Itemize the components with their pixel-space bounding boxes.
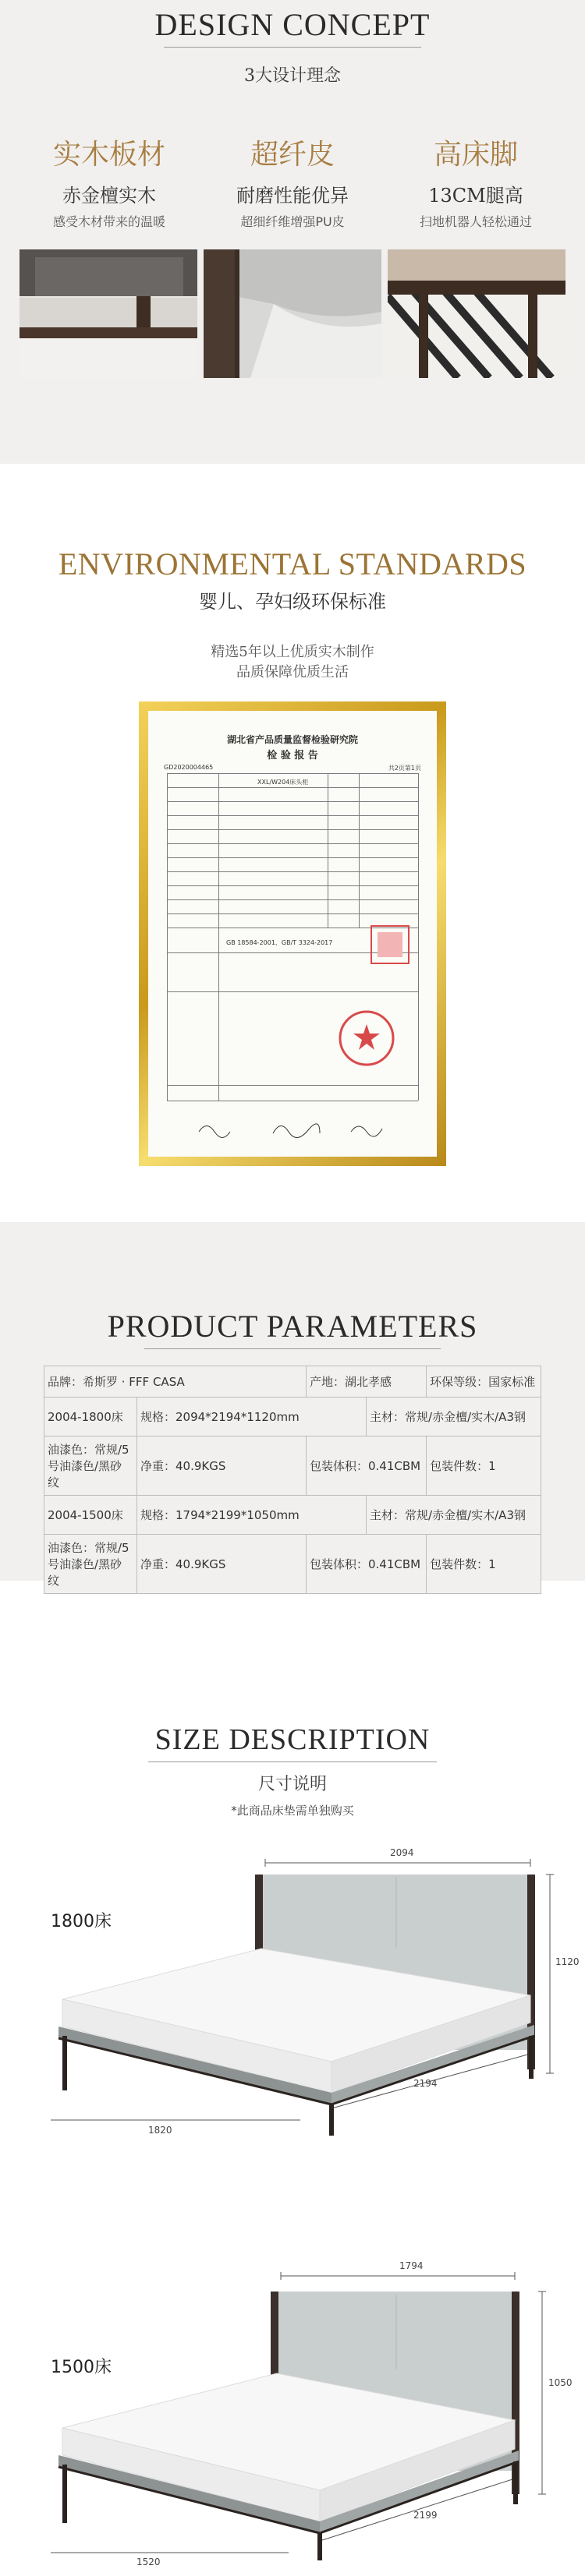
environment-title: ENVIRONMENTAL STANDARDS bbox=[58, 546, 527, 581]
bed-1800-height: 1120 bbox=[555, 1956, 580, 1967]
bed-1800-width: 2094 bbox=[390, 1847, 414, 1858]
standard-cell: 环保等级：国家标准 bbox=[427, 1366, 541, 1398]
bed-1800-depth: 2194 bbox=[413, 2078, 438, 2089]
certificate-frame bbox=[139, 701, 446, 1166]
feature-highlight: 13CM腿高 bbox=[428, 185, 523, 207]
weight-cell: 净重：40.9KGS bbox=[137, 1436, 307, 1496]
model-cell: 2004-1800床 bbox=[44, 1398, 137, 1436]
bed-1500-depth: 2199 bbox=[413, 2510, 438, 2521]
design-title: DESIGN CONCEPT bbox=[154, 7, 431, 42]
title-divider bbox=[164, 47, 421, 48]
parameters-table bbox=[44, 1366, 541, 1594]
volume-cell: 包装体积：0.41CBM bbox=[306, 1535, 426, 1594]
inspection-certificate bbox=[148, 711, 437, 1157]
size-title: SIZE DESCRIPTION bbox=[154, 1723, 431, 1756]
feature-legs bbox=[398, 133, 554, 230]
cert-standard: GB 18584-2001、GB/T 3324-2017 bbox=[226, 939, 333, 946]
feature-title: 超纤皮 bbox=[250, 139, 335, 171]
size-cell: 规格：2094*2194*1120mm bbox=[137, 1398, 367, 1436]
feature-highlight: 耐磨性能优异 bbox=[236, 185, 349, 207]
cert-report-title: 检 验 报 告 bbox=[267, 750, 318, 761]
params-title: PRODUCT PARAMETERS bbox=[107, 1309, 478, 1344]
paint-cell: 油漆色：常规/5号油漆色/黑砂纹 bbox=[44, 1535, 137, 1594]
feature-desc: 感受木材带来的温暖 bbox=[52, 214, 165, 229]
design-subtitle: 3大设计理念 bbox=[244, 66, 341, 86]
spacer bbox=[0, 464, 585, 472]
cert-number: GD2020004465 bbox=[164, 764, 214, 771]
leather-headboard-photo bbox=[204, 249, 381, 378]
bed-1500-height: 1050 bbox=[548, 2377, 573, 2388]
weight-cell: 净重：40.9KGS bbox=[137, 1535, 307, 1594]
official-seal-icon bbox=[335, 1007, 398, 1069]
title-divider bbox=[144, 1348, 441, 1349]
bed-1500-label: 1500床 bbox=[51, 2358, 112, 2377]
material-cell: 主材：常规/赤金檀/实木/A3钢 bbox=[367, 1398, 541, 1436]
bed-leg-photo bbox=[388, 249, 566, 378]
pieces-cell: 包装件数：1 bbox=[427, 1436, 541, 1496]
feature-title: 实木板材 bbox=[52, 139, 165, 171]
size-subtitle: 尺寸说明 bbox=[257, 1775, 327, 1794]
feature-desc: 超细纤维增强PU皮 bbox=[240, 214, 345, 229]
signatures bbox=[195, 1116, 398, 1140]
pieces-cell: 包装件数：1 bbox=[427, 1535, 541, 1594]
bed-1800-label: 1800床 bbox=[51, 1912, 112, 1931]
feature-desc: 扫地机器人轻松通过 bbox=[419, 214, 532, 229]
model-cell: 2004-1500床 bbox=[44, 1496, 137, 1535]
feature-leather bbox=[214, 133, 370, 230]
bed-1500-front: 1520 bbox=[136, 2557, 161, 2567]
cert-page: 共2页第1页 bbox=[388, 765, 421, 772]
certification-stamp-icon bbox=[367, 921, 413, 968]
material-cell: 主材：常规/赤金檀/实木/A3钢 bbox=[367, 1496, 541, 1535]
environment-subtitle: 婴儿、孕妇级环保标准 bbox=[199, 591, 386, 613]
environment-line1: 精选5年以上优质实木制作 bbox=[211, 644, 374, 660]
feature-title: 高床脚 bbox=[433, 139, 518, 171]
paint-cell: 油漆色：常规/5号油漆色/黑砂纹 bbox=[44, 1436, 137, 1496]
cert-institute: 湖北省产品质量监督检验研究院 bbox=[226, 734, 358, 745]
bed-1800-front: 1820 bbox=[148, 2125, 172, 2136]
size-cell: 规格：1794*2199*1050mm bbox=[137, 1496, 367, 1535]
bed-1500-diagram bbox=[31, 2245, 562, 2564]
feature-highlight: 赤金檀实木 bbox=[62, 185, 156, 207]
mattress-note: *此商品床垫需单独购买 bbox=[231, 1804, 354, 1818]
wood-frame-photo bbox=[20, 249, 197, 378]
brand-cell: 品牌：希斯罗 · FFF CASA bbox=[44, 1366, 307, 1398]
feature-wood bbox=[31, 133, 187, 230]
environment-line2: 品质保障优质生活 bbox=[236, 664, 349, 680]
design-concept-section bbox=[0, 0, 585, 464]
origin-cell: 产地：湖北孝感 bbox=[306, 1366, 426, 1398]
bed-1500-width: 1794 bbox=[399, 2260, 424, 2271]
cert-product: XXL/W204床头柜 bbox=[257, 779, 309, 786]
volume-cell: 包装体积：0.41CBM bbox=[306, 1436, 426, 1496]
bed-1800-diagram bbox=[31, 1832, 562, 2136]
